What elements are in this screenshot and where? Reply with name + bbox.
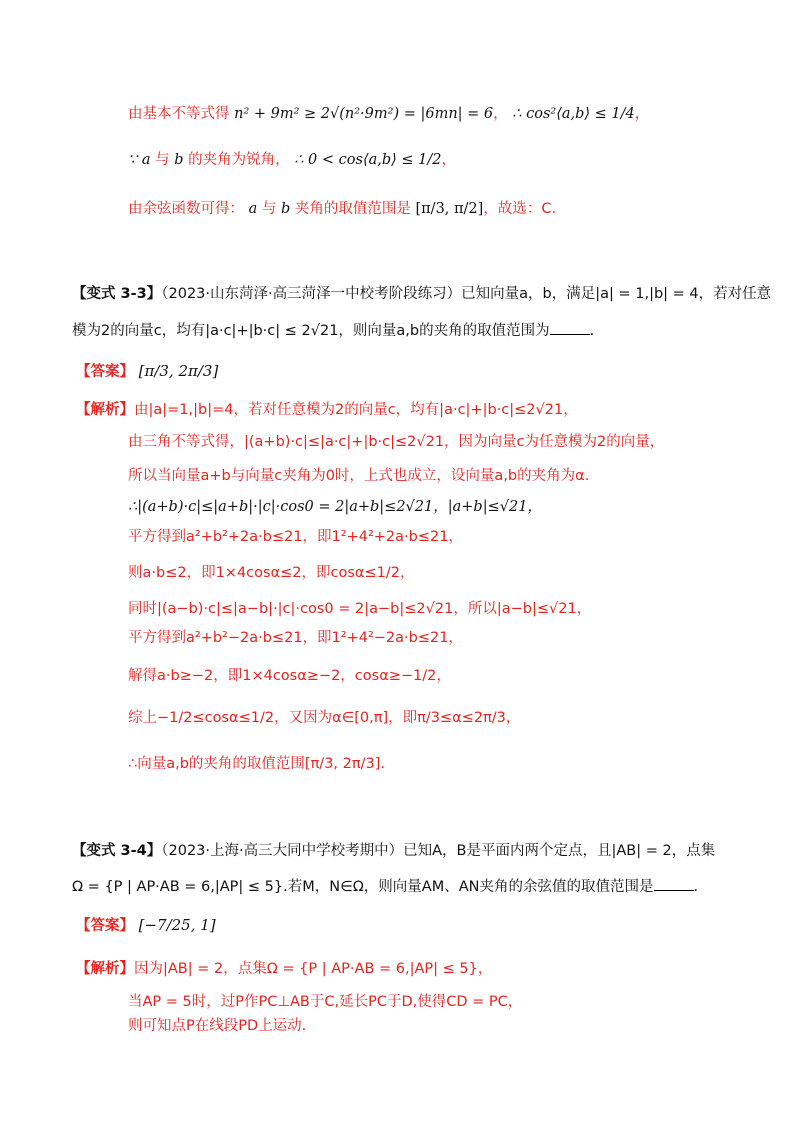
solution-line-3 [128,199,556,219]
answer-blank [654,876,694,891]
analysis-step: 则可知点P在线段PD上运动. [128,1018,307,1034]
question-text: 已知向量a，b，满足|a| = 1,|b| = 4，若对任意 [461,286,772,302]
answer-label: 【答案】 [76,364,134,380]
math-expression: ∵ a [128,152,151,168]
text-segment: ， [493,106,508,122]
analysis-step: 则a·b≤2，即1×4cosα≤2，即cosα≤1/2， [128,565,415,581]
text-segment: ， [441,152,456,168]
answer-value: [π/3, 2π/3] [138,362,219,380]
variant-3-3-question-line-2 [72,320,594,341]
question-text: Ω = {P | AP·AB = 6,|AP| ≤ 5}.若M，N∈Ω，则向量AM、AN夹角的余弦值的取值范围是 [72,879,654,895]
text-segment: 的夹角为锐角， [188,152,290,168]
analysis-label: 【解析】 [76,402,134,418]
analysis-step: 综上−1/2≤cosα≤1/2，又因为α∈[0,π]，即π/3≤α≤2π/3， [128,710,521,726]
text-segment: 由基本不等式得 [128,106,230,122]
question-text: 已知A，B是平面内两个定点，且|AB| = 2，点集 [403,843,716,859]
variant-3-3-answer [76,356,218,386]
analysis-step: 平方得到a²+b²−2a·b≤21，即1²+4²−2a·b≤21， [128,630,463,646]
answer-value: [−7/25, 1] [138,916,216,934]
analysis-step: 由三角不等式得，|(a+b)·c|≤|a·c|+|b·c|≤2√21，因为向量c为任意模为2的向量， [128,434,665,450]
answer-label: 【答案】 [76,918,134,934]
analysis-step: 同时|(a−b)·c|≤|a−b|·|c|·cos0 = 2|a−b|≤2√21，所以|a−b|≤√21， [128,601,592,617]
answer-blank [550,320,590,335]
math-expression: [π/3, π/2] [415,201,484,217]
math-expression: b [174,152,184,168]
variant-3-3-question-line-1 [72,284,771,304]
step-text: 由|a|=1,|b|=4，若对任意模为2的向量c，均有|a·c|+|b·c|≤2√21， [134,402,578,418]
analysis-step [76,400,578,420]
math-expression: ∴ cos²⟨a,b⟩ ≤ 1/4 [512,106,635,122]
analysis-step: 平方得到a²+b²+2a·b≤21，即1²+4²+2a·b≤21， [128,529,463,545]
math-expression: b [280,201,291,217]
variant-label: 【变式 3-4】 [72,843,162,859]
variant-3-4-answer [76,910,216,940]
step-text: 因为|AB| = 2，点集Ω = {P | AP·AB = 6,|AP| ≤ 5}， [134,961,493,977]
analysis-step: 所以当向量a+b与向量c夹角为0时，上式也成立，设向量a,b的夹角为α. [128,468,590,484]
text-segment: . [693,879,699,895]
math-expression: ∴ 0 < cos⟨a,b⟩ ≤ 1/2 [294,152,442,168]
text-segment: ，故选：C. [483,201,557,217]
solution-line-2 [128,150,456,170]
source-text: （2023·山东菏泽·高三菏泽一中校考阶段练习） [161,286,462,302]
analysis-step: ∴向量a,b的夹角的取值范围[π/3, 2π/3]. [128,756,385,772]
text-segment: 由余弦函数可得： [128,201,244,217]
analysis-step [76,959,492,979]
analysis-label: 【解析】 [76,961,134,977]
text-segment: 与 [261,201,277,217]
text-segment: 与 [155,152,170,168]
math-expression: a [248,201,258,217]
source-text: （2023·上海·高三大同中学校考期中） [161,843,404,859]
text-segment: 夹角的取值范围是 [294,201,411,217]
text-segment: . [589,323,595,339]
analysis-step: 解得a·b≥−2，即1×4cosα≥−2，cosα≥−1/2， [128,668,451,684]
text-segment: ， [634,106,650,122]
variant-3-4-question-line-1 [72,841,715,861]
analysis-step: 当AP = 5时，过P作PC⊥AB于C,延长PC于D,使得CD = PC， [128,994,523,1010]
variant-label: 【变式 3-3】 [72,286,162,302]
analysis-step: ∴|(a+b)·c|≤|a+b|·|c|·cos0 = 2|a+b|≤2√21，|a+b|≤√21， [128,499,542,515]
solution-line-1 [128,104,649,124]
math-expression: n² + 9m² ≥ 2√(n²·9m²) = |6mn| = 6 [234,106,494,122]
variant-3-4-question-line-2 [72,876,698,897]
question-text: 模为2的向量c，均有|a·c|+|b·c| ≤ 2√21，则向量a,b的夹角的取值范围为 [72,323,550,339]
